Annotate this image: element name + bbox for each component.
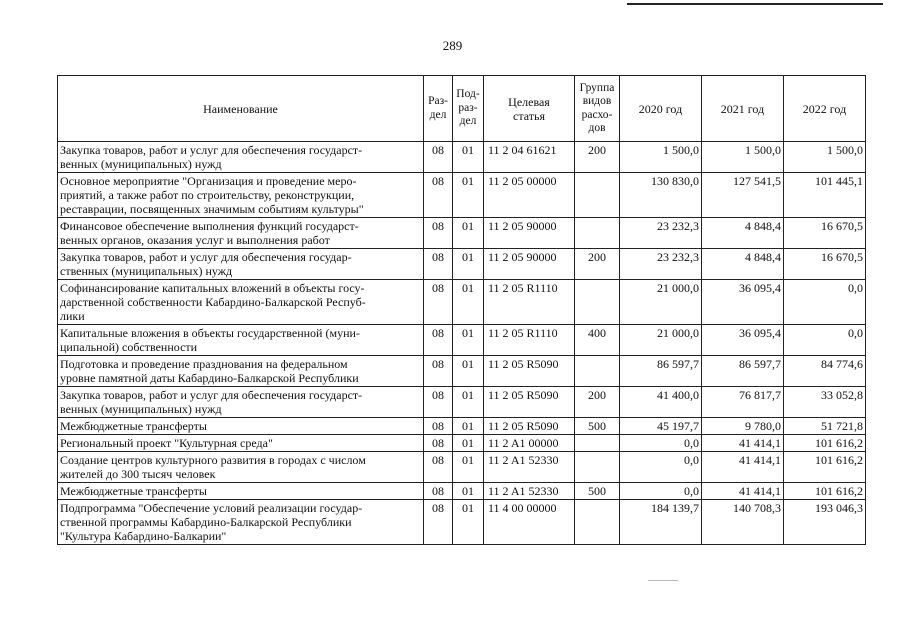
table-row xyxy=(58,218,866,249)
cell-name: Закупка товаров, работ и услуг для обеспечения государ- ственных (муниципальных) нужд xyxy=(58,249,424,280)
table-row xyxy=(58,249,866,280)
header-name: Наименование xyxy=(58,76,424,142)
cell-2022: 84 774,6 xyxy=(784,356,866,387)
cell-name: Межбюджетные трансферты xyxy=(58,483,424,500)
cell-2021: 4 848,4 xyxy=(702,249,784,280)
cell-target: 11 2 05 90000 xyxy=(484,218,575,249)
cell-target: 11 2 05 R1110 xyxy=(484,325,575,356)
cell-2021: 36 095,4 xyxy=(702,280,784,325)
cell-2022: 1 500,0 xyxy=(784,142,866,173)
table-row xyxy=(58,325,866,356)
cell-group: 200 xyxy=(575,249,620,280)
cell-2021: 41 414,1 xyxy=(702,483,784,500)
table-row xyxy=(58,173,866,218)
cell-target: 11 2 05 R1110 xyxy=(484,280,575,325)
cell-podrazdel: 01 xyxy=(453,500,484,545)
header-row xyxy=(58,76,866,142)
cell-target: 11 2 05 00000 xyxy=(484,173,575,218)
cell-target: 11 2 A1 52330 xyxy=(484,452,575,483)
cell-razdel: 08 xyxy=(424,249,453,280)
cell-2021: 1 500,0 xyxy=(702,142,784,173)
header-razdel: Раз- дел xyxy=(424,76,453,142)
table-row xyxy=(58,435,866,452)
cell-2020: 184 139,7 xyxy=(620,500,702,545)
cell-name: Финансовое обеспечение выполнения функций государст- венных органов, оказания услуг и выполнения работ xyxy=(58,218,424,249)
table-body xyxy=(58,142,866,545)
cell-name: Региональный проект "Культурная среда" xyxy=(58,435,424,452)
bottom-mark xyxy=(648,580,678,581)
cell-2021: 86 597,7 xyxy=(702,356,784,387)
cell-podrazdel: 01 xyxy=(453,325,484,356)
cell-2020: 86 597,7 xyxy=(620,356,702,387)
cell-2020: 0,0 xyxy=(620,452,702,483)
cell-2020: 21 000,0 xyxy=(620,280,702,325)
cell-2020: 130 830,0 xyxy=(620,173,702,218)
cell-name: Закупка товаров, работ и услуг для обеспечения государст- венных (муниципальных) нужд xyxy=(58,387,424,418)
cell-2020: 41 400,0 xyxy=(620,387,702,418)
table-row xyxy=(58,280,866,325)
cell-2022: 16 670,5 xyxy=(784,218,866,249)
cell-2021: 9 780,0 xyxy=(702,418,784,435)
cell-name: Софинансирование капитальных вложений в объекты госу- дарственной собственности Кабардино-Балкарской Респуб- лики xyxy=(58,280,424,325)
cell-target: 11 4 00 00000 xyxy=(484,500,575,545)
cell-target: 11 2 05 R5090 xyxy=(484,387,575,418)
cell-podrazdel: 01 xyxy=(453,173,484,218)
cell-2021: 41 414,1 xyxy=(702,435,784,452)
cell-target: 11 2 A1 00000 xyxy=(484,435,575,452)
header-group: Группа видов расхо- дов xyxy=(575,76,620,142)
cell-razdel: 08 xyxy=(424,325,453,356)
cell-name: Подпрограмма "Обеспечение условий реализации государ- ственной программы Кабардино-Балкарской Республики "Культура Кабардино-Балкарии" xyxy=(58,500,424,545)
cell-target: 11 2 A1 52330 xyxy=(484,483,575,500)
table-row xyxy=(58,356,866,387)
cell-2020: 23 232,3 xyxy=(620,249,702,280)
cell-group xyxy=(575,452,620,483)
cell-group xyxy=(575,218,620,249)
cell-podrazdel: 01 xyxy=(453,280,484,325)
cell-group xyxy=(575,173,620,218)
cell-2022: 0,0 xyxy=(784,280,866,325)
cell-podrazdel: 01 xyxy=(453,387,484,418)
cell-podrazdel: 01 xyxy=(453,452,484,483)
cell-razdel: 08 xyxy=(424,173,453,218)
cell-razdel: 08 xyxy=(424,280,453,325)
cell-name: Подготовка и проведение празднования на федеральном уровне памятной даты Кабардино-Балкарской Республики xyxy=(58,356,424,387)
header-target: Целевая статья xyxy=(484,76,575,142)
cell-target: 11 2 05 R5090 xyxy=(484,418,575,435)
cell-group xyxy=(575,435,620,452)
cell-2020: 0,0 xyxy=(620,435,702,452)
cell-name: Основное мероприятие "Организация и проведение меро- приятий, а также работ по строительству, реконструкции, реставрации, посвященных значимым событиям культуры" xyxy=(58,173,424,218)
cell-2020: 23 232,3 xyxy=(620,218,702,249)
table-row xyxy=(58,387,866,418)
cell-2022: 101 616,2 xyxy=(784,435,866,452)
cell-name: Межбюджетные трансферты xyxy=(58,418,424,435)
cell-group xyxy=(575,500,620,545)
cell-podrazdel: 01 xyxy=(453,249,484,280)
table-row xyxy=(58,483,866,500)
header-2022: 2022 год xyxy=(784,76,866,142)
header-podrazdel: Под- раз- дел xyxy=(453,76,484,142)
cell-2022: 101 445,1 xyxy=(784,173,866,218)
cell-group: 500 xyxy=(575,418,620,435)
cell-2021: 140 708,3 xyxy=(702,500,784,545)
cell-2022: 16 670,5 xyxy=(784,249,866,280)
cell-razdel: 08 xyxy=(424,500,453,545)
cell-razdel: 08 xyxy=(424,418,453,435)
cell-group: 200 xyxy=(575,142,620,173)
cell-podrazdel: 01 xyxy=(453,142,484,173)
cell-target: 11 2 04 61621 xyxy=(484,142,575,173)
budget-table xyxy=(57,75,866,545)
cell-group: 400 xyxy=(575,325,620,356)
cell-razdel: 08 xyxy=(424,142,453,173)
header-2021: 2021 год xyxy=(702,76,784,142)
cell-2020: 0,0 xyxy=(620,483,702,500)
table-row xyxy=(58,500,866,545)
cell-name: Создание центров культурного развития в городах с числом жителей до 300 тысяч человек xyxy=(58,452,424,483)
cell-2020: 1 500,0 xyxy=(620,142,702,173)
cell-2022: 193 046,3 xyxy=(784,500,866,545)
table-row xyxy=(58,452,866,483)
cell-2020: 45 197,7 xyxy=(620,418,702,435)
cell-name: Капитальные вложения в объекты государственной (муни- ципальной) собственности xyxy=(58,325,424,356)
cell-2022: 33 052,8 xyxy=(784,387,866,418)
cell-target: 11 2 05 90000 xyxy=(484,249,575,280)
cell-razdel: 08 xyxy=(424,356,453,387)
cell-podrazdel: 01 xyxy=(453,483,484,500)
cell-2022: 101 616,2 xyxy=(784,452,866,483)
cell-2021: 36 095,4 xyxy=(702,325,784,356)
cell-target: 11 2 05 R5090 xyxy=(484,356,575,387)
cell-group: 500 xyxy=(575,483,620,500)
cell-razdel: 08 xyxy=(424,387,453,418)
cell-2022: 101 616,2 xyxy=(784,483,866,500)
cell-razdel: 08 xyxy=(424,452,453,483)
header-2020: 2020 год xyxy=(620,76,702,142)
cell-razdel: 08 xyxy=(424,483,453,500)
cell-razdel: 08 xyxy=(424,218,453,249)
cell-2021: 4 848,4 xyxy=(702,218,784,249)
cell-podrazdel: 01 xyxy=(453,218,484,249)
cell-2022: 51 721,8 xyxy=(784,418,866,435)
cell-2021: 41 414,1 xyxy=(702,452,784,483)
cell-group xyxy=(575,356,620,387)
cell-2021: 76 817,7 xyxy=(702,387,784,418)
cell-2021: 127 541,5 xyxy=(702,173,784,218)
cell-razdel: 08 xyxy=(424,435,453,452)
cell-group xyxy=(575,280,620,325)
cell-2022: 0,0 xyxy=(784,325,866,356)
page-number: 289 xyxy=(442,38,463,53)
cell-2020: 21 000,0 xyxy=(620,325,702,356)
cell-podrazdel: 01 xyxy=(453,435,484,452)
cell-name: Закупка товаров, работ и услуг для обеспечения государст- венных (муниципальных) нужд xyxy=(58,142,424,173)
table-row xyxy=(58,142,866,173)
cell-podrazdel: 01 xyxy=(453,418,484,435)
table-row xyxy=(58,418,866,435)
cell-group: 200 xyxy=(575,387,620,418)
cell-podrazdel: 01 xyxy=(453,356,484,387)
top-rule xyxy=(627,3,883,5)
